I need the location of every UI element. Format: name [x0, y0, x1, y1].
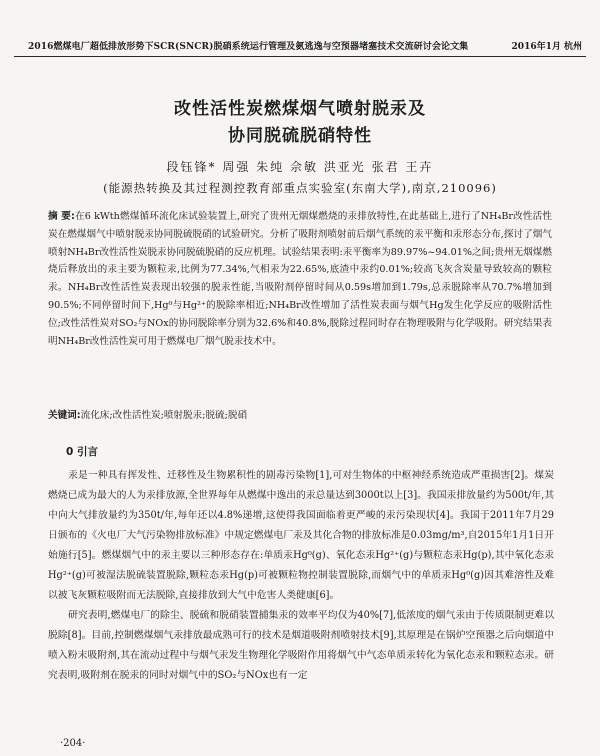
page-number: ·204· — [60, 738, 86, 749]
keywords — [48, 407, 552, 425]
body-paragraph-2-text: 研究表明,燃煤电厂的除尘、脱硫和脱硝装置捕集汞的效率平均仅为40%[7],低浓度的烟气汞由于传质限制更难以脱除[8]。目前,控制燃煤烟气汞排放最成熟可行的技术是烟道吸附剂喷射技术[9],其原理是在锅炉空预器之后向烟道中喷入粉末吸附剂,其在流动过程中与烟气汞发生物理化学吸附作用将烟气中气态单质汞转化为氧化态汞和颗粒态汞。研究表明,吸附剂在脱汞的同时对烟气中的SO₂与NOx也有一定 — [48, 610, 554, 681]
paper-title-line2: 协同脱硫脱硝特性 — [228, 126, 372, 146]
authors: 段钰锋* 周强 朱纯 佘敏 洪亚光 张君 王卉 — [166, 160, 434, 174]
abstract-text: 在6 kWth燃煤循环流化床试验装置上,研究了贵州无烟煤燃烧的汞排放特性,在此基础上,进行了NH₄Br改性活性炭在燃煤烟气中喷射脱汞协同脱硫脱硝的试验研究。分析了吸附剂喷射前后烟气系统的汞平衡和汞形态分布,探讨了烟气喷射NH₄Br改性活性炭脱汞协同脱硫脱硝的反应机理。试验结果表明:汞平衡率为89.97%~94.01%之间;贵州无烟煤燃烧后释放出的汞主要为颗粒汞,比例为77.34%,气相汞为22.65%,底渣中汞约0.01%;较高飞灰含炭量导致较高的颗粒汞。NH₄Br改性活性炭表现出较强的脱汞性能,当吸附剂停留时间从0.59s增加到1.79s,总汞脱除率从70.7%增加到90.5%;不同停留时间下,Hg⁰与Hg²⁺的脱除率相近;NH₄Br改性增加了活性炭表面与烟气Hg发生化学反应的吸附活性位;改性活性炭对SO₂与NOx的协同脱除率分别为32.6%和40.8%,脱除过程同时存在物理吸附与化学吸附。研究结果表明NH₄Br改性活性炭可用于燃煤电厂烟气脱汞技术中。 — [48, 211, 552, 347]
abstract-label: 摘 要: — [48, 211, 75, 222]
section-heading: 0 引言 — [66, 446, 98, 458]
paper-title-line1: 改性活性炭燃煤烟气喷射脱汞及 — [174, 99, 426, 119]
conference-title: 2016燃煤电厂超低排放形势下SCR(SNCR)脱硝系统运行管理及氨逃逸与空预器堵塞技术交流研讨会论文集 — [28, 42, 469, 52]
running-header — [14, 36, 586, 57]
body-paragraph-2 — [48, 606, 554, 686]
keywords-label: 关键词: — [48, 410, 81, 421]
keywords-text: 流化床;改性活性炭;喷射脱汞;脱硫;脱硝 — [80, 410, 248, 421]
body-paragraph-1 — [48, 466, 554, 606]
affiliation: (能源热转换及其过程测控教育部重点实验室(东南大学),南京,210096) — [103, 181, 497, 195]
body-paragraph-1-text: 汞是一种具有挥发性、迁移性及生物累积性的剧毒污染物[1],可对生物体的中枢神经系统造成严重损害[2]。煤炭燃烧已成为最大的人为汞排放源,全世界每年从燃煤中逸出的汞总量达到3000t以上[3]。我国汞排放量约为500t/年,其中向大气排放量约为350t/年,每年还以4.8%递增,这使得我国面临着更严峻的汞污染现状[4]。我国于2011年7月29日颁布的《火电厂大气污染物排放标准》中规定燃煤电厂汞及其化合物的排放标准是0.03mg/m³,自2015年1月1日开始施行[5]。燃煤烟气中的汞主要以三种形态存在:单质汞Hg⁰(g)、氧化态汞Hg²⁺(g)与颗粒态汞Hg(p),其中氧化态汞Hg²⁺(g)可被湿法脱硫装置脱除,颗粒态汞Hg(p)可被颗粒物控制装置脱除,而烟气中的单质汞Hg⁰(g)因其难溶性及难以被飞灰颗粒吸附而无法脱除,直接排放到大气中危害人类健康[6]。 — [48, 470, 554, 601]
header-date: 2016年1月 杭州 — [511, 42, 582, 52]
abstract — [48, 208, 552, 350]
